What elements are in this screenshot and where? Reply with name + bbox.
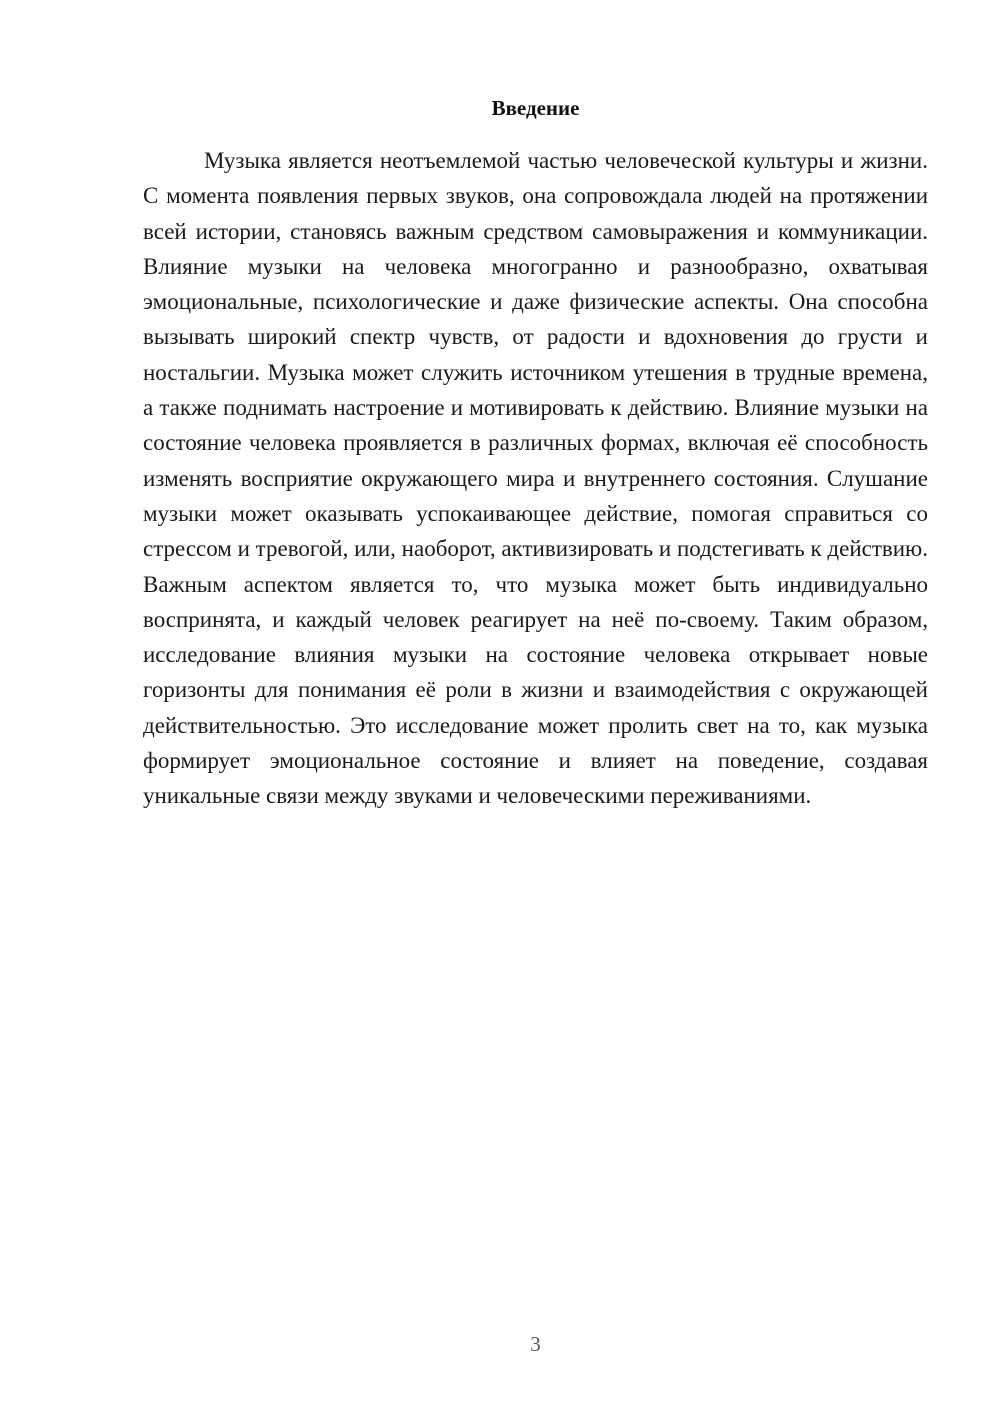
page-title: Введение — [491, 96, 580, 120]
body-paragraph: Музыка является неотъемлемой частью человеческой культуры и жизни. С момента появления первых звуков, она сопровождала людей на протяжении всей истории, становясь важным средством самовыражения и коммуникации. Влияние музыки на человека многогранно и разнообразно, охватывая эмоциональные, психологические и даже физические аспекты. Она способна вызывать широкий спектр чувств, от радости и вдохновения до грусти и ностальгии. Музыка может служить источником утешения в трудные времена, а также поднимать настроение и мотивировать к действию. Влияние музыки на состояние человека проявляется в различных формах, включая её способность изменять восприятие окружающего мира и внутреннего состояния. Слушание музыки может оказывать успокаивающее действие, помогая справиться со стрессом и тревогой, или, наоборот, активизировать и подстегивать к действию. Важным аспектом является то, что музыка может быть индивидуально воспринята, и каждый человек реагирует на неё по-своему. Таким образом, исследование влияния музыки на состояние человека открывает новые горизонты для понимания её роли в жизни и взаимодействия с окружающей действительностью. Это исследование может пролить свет на то, как музыка формирует эмоциональное состояние и влияет на поведение, создавая уникальные связи между звуками и человеческими переживаниями. — [143, 148, 928, 809]
page-number: 3 — [530, 1332, 541, 1356]
